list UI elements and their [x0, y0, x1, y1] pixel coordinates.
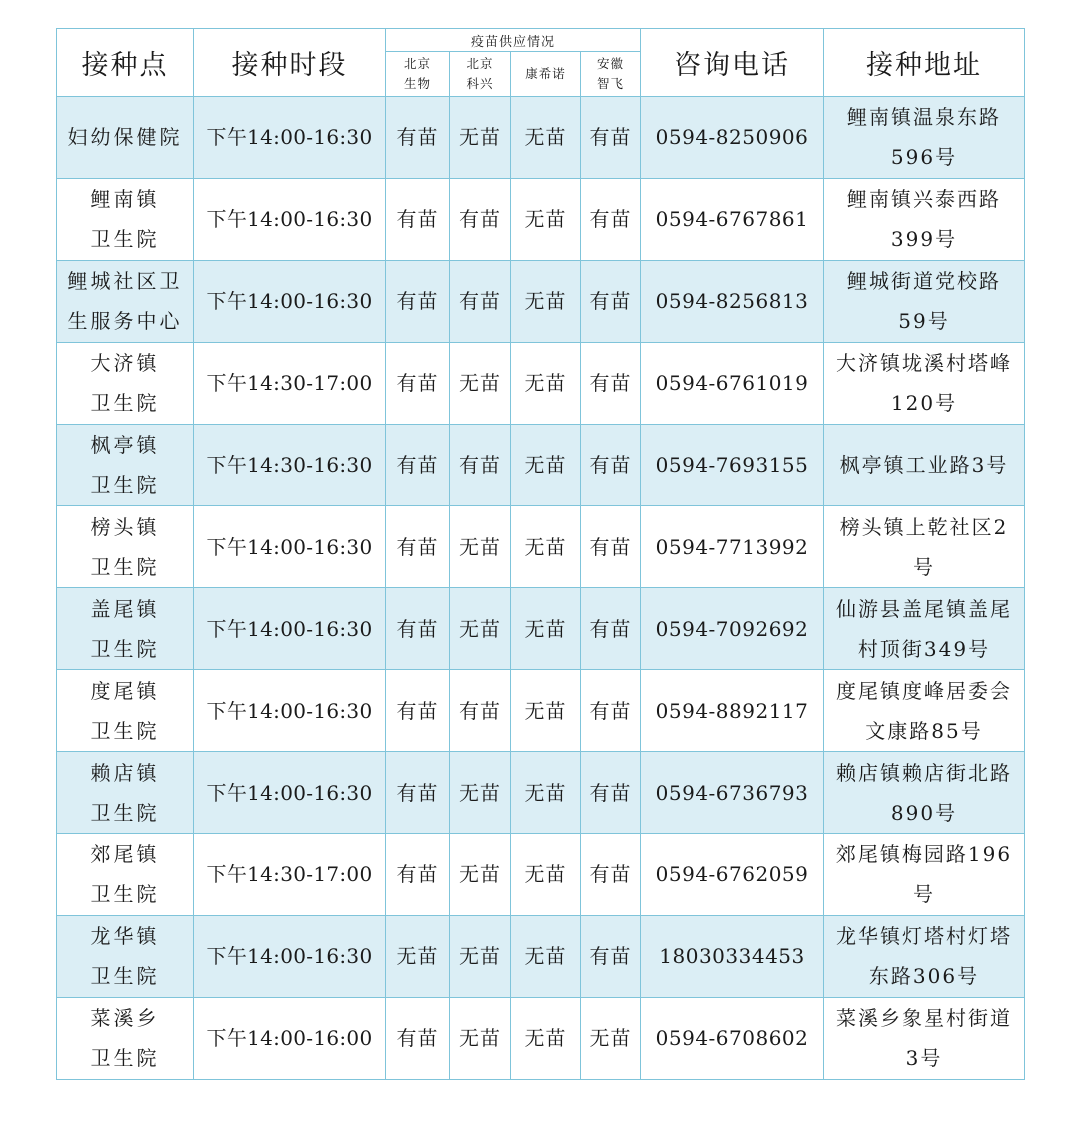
stock-cell-anhui-zhifei: 有苗: [581, 834, 641, 916]
address-cell: 菜溪乡象星村街道 3号: [824, 997, 1025, 1079]
site-cell: 枫亭镇 卫生院: [57, 424, 194, 506]
stock-cell-beijing-bio: 有苗: [386, 834, 450, 916]
table-row: [57, 915, 1025, 997]
table-row: [57, 424, 1025, 506]
table-row: [57, 97, 1025, 179]
stock-cell-beijing-kexing: 无苗: [450, 915, 511, 997]
stock-cell-kangxinuo: 无苗: [511, 915, 581, 997]
stock-cell-beijing-bio: 有苗: [386, 588, 450, 670]
stock-cell-beijing-bio: 有苗: [386, 752, 450, 834]
stock-cell-beijing-kexing: 有苗: [450, 260, 511, 342]
table-row: [57, 506, 1025, 588]
phone-column-header: 咨询电话: [641, 29, 824, 97]
phone-cell: 0594-7693155: [641, 424, 824, 506]
table-row: [57, 342, 1025, 424]
site-cell: 鲤城社区卫 生服务中心: [57, 260, 194, 342]
stock-cell-beijing-bio: 有苗: [386, 670, 450, 752]
stock-cell-beijing-bio: 有苗: [386, 342, 450, 424]
time-slot-cell: 下午14:00-16:30: [194, 97, 386, 179]
time-slot-cell: 下午14:30-17:00: [194, 342, 386, 424]
stock-cell-anhui-zhifei: 有苗: [581, 342, 641, 424]
stock-cell-kangxinuo: 无苗: [511, 506, 581, 588]
site-column-header: 接种点: [57, 29, 194, 97]
address-cell: 鲤城街道党校路 59号: [824, 260, 1025, 342]
site-cell: 赖店镇 卫生院: [57, 752, 194, 834]
vaccination-schedule-table: [56, 28, 1025, 1080]
stock-cell-beijing-kexing: 无苗: [450, 506, 511, 588]
site-cell: 郊尾镇 卫生院: [57, 834, 194, 916]
table-row: [57, 752, 1025, 834]
stock-cell-beijing-bio: 有苗: [386, 260, 450, 342]
time-slot-cell: 下午14:30-16:30: [194, 424, 386, 506]
stock-cell-beijing-kexing: 无苗: [450, 752, 511, 834]
stock-cell-beijing-kexing: 无苗: [450, 97, 511, 179]
time-slot-cell: 下午14:30-17:00: [194, 834, 386, 916]
site-cell: 菜溪乡 卫生院: [57, 997, 194, 1079]
address-cell: 枫亭镇工业路3号: [824, 424, 1025, 506]
stock-cell-anhui-zhifei: 有苗: [581, 178, 641, 260]
header-row: [57, 29, 1025, 52]
vaccine-supply-group-header: 疫苗供应情况: [386, 29, 641, 52]
stock-cell-beijing-kexing: 无苗: [450, 997, 511, 1079]
time-slot-cell: 下午14:00-16:30: [194, 752, 386, 834]
address-cell: 大济镇垅溪村塔峰 120号: [824, 342, 1025, 424]
stock-cell-kangxinuo: 无苗: [511, 260, 581, 342]
site-cell: 盖尾镇 卫生院: [57, 588, 194, 670]
stock-cell-anhui-zhifei: 有苗: [581, 506, 641, 588]
stock-cell-anhui-zhifei: 有苗: [581, 915, 641, 997]
stock-cell-kangxinuo: 无苗: [511, 752, 581, 834]
stock-cell-beijing-kexing: 有苗: [450, 424, 511, 506]
phone-cell: 0594-8892117: [641, 670, 824, 752]
stock-cell-beijing-kexing: 无苗: [450, 342, 511, 424]
stock-cell-kangxinuo: 无苗: [511, 97, 581, 179]
vaccine-header-anhui-zhifei: 安徽 智飞: [581, 52, 641, 97]
site-cell: 度尾镇 卫生院: [57, 670, 194, 752]
stock-cell-beijing-kexing: 无苗: [450, 834, 511, 916]
stock-cell-beijing-bio: 有苗: [386, 424, 450, 506]
phone-cell: 0594-6761019: [641, 342, 824, 424]
table-row: [57, 670, 1025, 752]
site-cell: 妇幼保健院: [57, 97, 194, 179]
table-row: [57, 588, 1025, 670]
stock-cell-beijing-bio: 有苗: [386, 97, 450, 179]
vaccine-header-beijing-kexing: 北京 科兴: [450, 52, 511, 97]
stock-cell-beijing-bio: 有苗: [386, 178, 450, 260]
stock-cell-beijing-kexing: 有苗: [450, 670, 511, 752]
stock-cell-kangxinuo: 无苗: [511, 342, 581, 424]
stock-cell-kangxinuo: 无苗: [511, 588, 581, 670]
vaccine-header-kangxinuo: 康希诺: [511, 52, 581, 97]
time-slot-cell: 下午14:00-16:30: [194, 506, 386, 588]
phone-cell: 0594-6708602: [641, 997, 824, 1079]
stock-cell-anhui-zhifei: 有苗: [581, 97, 641, 179]
site-cell: 大济镇 卫生院: [57, 342, 194, 424]
stock-cell-kangxinuo: 无苗: [511, 424, 581, 506]
stock-cell-beijing-bio: 有苗: [386, 997, 450, 1079]
phone-cell: 0594-7713992: [641, 506, 824, 588]
address-column-header: 接种地址: [824, 29, 1025, 97]
phone-cell: 0594-8256813: [641, 260, 824, 342]
stock-cell-anhui-zhifei: 有苗: [581, 260, 641, 342]
address-cell: 榜头镇上乾社区2 号: [824, 506, 1025, 588]
address-cell: 仙游县盖尾镇盖尾 村顶街349号: [824, 588, 1025, 670]
phone-cell: 0594-8250906: [641, 97, 824, 179]
stock-cell-anhui-zhifei: 有苗: [581, 752, 641, 834]
address-cell: 鲤南镇温泉东路 596号: [824, 97, 1025, 179]
table-row: [57, 178, 1025, 260]
stock-cell-anhui-zhifei: 有苗: [581, 670, 641, 752]
time-slot-cell: 下午14:00-16:00: [194, 997, 386, 1079]
stock-cell-beijing-kexing: 有苗: [450, 178, 511, 260]
stock-cell-beijing-bio: 无苗: [386, 915, 450, 997]
phone-cell: 0594-6736793: [641, 752, 824, 834]
stock-cell-kangxinuo: 无苗: [511, 178, 581, 260]
time-slot-cell: 下午14:00-16:30: [194, 915, 386, 997]
table-row: [57, 997, 1025, 1079]
stock-cell-anhui-zhifei: 有苗: [581, 588, 641, 670]
phone-cell: 0594-6762059: [641, 834, 824, 916]
address-cell: 龙华镇灯塔村灯塔 东路306号: [824, 915, 1025, 997]
time-column-header: 接种时段: [194, 29, 386, 97]
address-cell: 鲤南镇兴泰西路 399号: [824, 178, 1025, 260]
vaccine-header-beijing-bio: 北京 生物: [386, 52, 450, 97]
site-cell: 鲤南镇 卫生院: [57, 178, 194, 260]
site-cell: 榜头镇 卫生院: [57, 506, 194, 588]
stock-cell-kangxinuo: 无苗: [511, 834, 581, 916]
site-cell: 龙华镇 卫生院: [57, 915, 194, 997]
stock-cell-anhui-zhifei: 无苗: [581, 997, 641, 1079]
stock-cell-beijing-bio: 有苗: [386, 506, 450, 588]
stock-cell-kangxinuo: 无苗: [511, 670, 581, 752]
address-cell: 郊尾镇梅园路196 号: [824, 834, 1025, 916]
table-row: [57, 834, 1025, 916]
time-slot-cell: 下午14:00-16:30: [194, 178, 386, 260]
stock-cell-kangxinuo: 无苗: [511, 997, 581, 1079]
stock-cell-beijing-kexing: 无苗: [450, 588, 511, 670]
address-cell: 度尾镇度峰居委会 文康路85号: [824, 670, 1025, 752]
time-slot-cell: 下午14:00-16:30: [194, 588, 386, 670]
phone-cell: 18030334453: [641, 915, 824, 997]
phone-cell: 0594-6767861: [641, 178, 824, 260]
phone-cell: 0594-7092692: [641, 588, 824, 670]
time-slot-cell: 下午14:00-16:30: [194, 260, 386, 342]
address-cell: 赖店镇赖店街北路 890号: [824, 752, 1025, 834]
time-slot-cell: 下午14:00-16:30: [194, 670, 386, 752]
table-row: [57, 260, 1025, 342]
stock-cell-anhui-zhifei: 有苗: [581, 424, 641, 506]
